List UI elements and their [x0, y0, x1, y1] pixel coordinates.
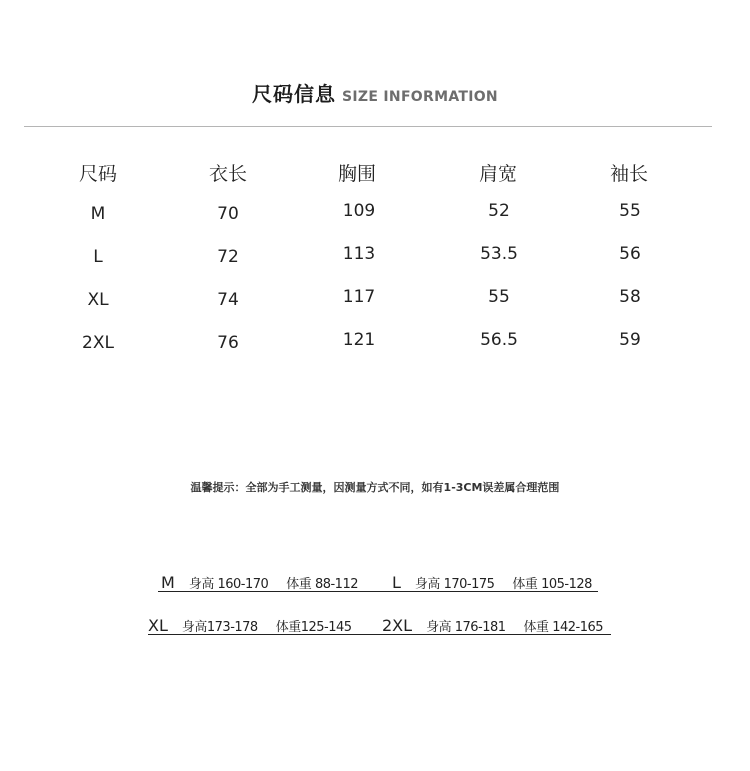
- fit-weight-label: 体重: [275, 620, 301, 635]
- fit-height: 176-181: [454, 620, 506, 635]
- fit-guide-item-l: [392, 573, 592, 592]
- table-cell-shoulder: 52: [488, 201, 510, 221]
- fit-size: XL: [148, 616, 168, 635]
- fit-size: M: [161, 573, 175, 592]
- fit-guide-item-2xl: [382, 616, 603, 635]
- fit-weight: 142-165: [552, 620, 604, 635]
- fit-guide-item-m: [161, 573, 358, 592]
- fit-weight: 105-128: [541, 577, 592, 592]
- fit-size: L: [392, 573, 401, 592]
- table-cell-shoulder: 55: [488, 287, 510, 307]
- fit-weight-label: 体重: [286, 577, 312, 592]
- column-header-sleeve: 袖长: [609, 163, 648, 185]
- fit-height-label: 身高: [414, 577, 440, 592]
- table-cell-sleeve: 58: [619, 287, 641, 307]
- fit-weight-label: 体重: [523, 620, 549, 635]
- table-cell-shoulder: 53.5: [480, 244, 518, 264]
- fit-size: 2XL: [382, 616, 413, 635]
- fit-weight: 125-145: [300, 620, 352, 635]
- title-english: SIZE INFORMATION: [342, 89, 498, 105]
- fit-height: 170-175: [443, 577, 495, 592]
- table-cell-sleeve: 59: [619, 330, 641, 350]
- fit-height: 160-170: [217, 577, 269, 592]
- table-cell-sleeve: 56: [619, 244, 641, 264]
- title-chinese: 尺码信息: [252, 82, 337, 106]
- table-cell-size: L: [93, 247, 103, 267]
- table-cell-sleeve: 55: [619, 201, 641, 221]
- table-cell-size: 2XL: [82, 333, 114, 353]
- table-cell-length: 72: [217, 247, 239, 267]
- fit-weight-label: 体重: [512, 577, 538, 592]
- table-cell-size: M: [90, 204, 106, 224]
- table-cell-length: 74: [217, 290, 239, 310]
- table-cell-size: XL: [87, 290, 109, 310]
- fit-guide-item-xl: [148, 616, 352, 635]
- fit-height-label: 身高: [188, 577, 214, 592]
- table-cell-chest: 113: [342, 244, 376, 264]
- table-cell-chest: 121: [342, 330, 376, 350]
- fit-height: 173-178: [206, 620, 258, 635]
- column-header-length: 衣长: [208, 163, 247, 185]
- table-cell-length: 70: [217, 204, 239, 224]
- column-header-size: 尺码: [78, 163, 117, 185]
- column-header-shoulder: 肩宽: [478, 163, 517, 185]
- table-cell-chest: 109: [342, 201, 376, 221]
- column-header-chest: 胸围: [337, 163, 376, 185]
- fit-height-label: 身高: [426, 620, 452, 635]
- fit-weight: 88-112: [314, 577, 358, 592]
- table-cell-shoulder: 56.5: [480, 330, 518, 350]
- table-cell-chest: 117: [342, 287, 376, 307]
- fit-height-label: 身高: [181, 620, 207, 635]
- measurement-notice: 温馨提示：全部为手工测量，因测量方式不同，如有1-3CM误差属合理范围: [190, 481, 560, 494]
- size-table: [0, 0, 750, 380]
- table-cell-length: 76: [217, 333, 239, 353]
